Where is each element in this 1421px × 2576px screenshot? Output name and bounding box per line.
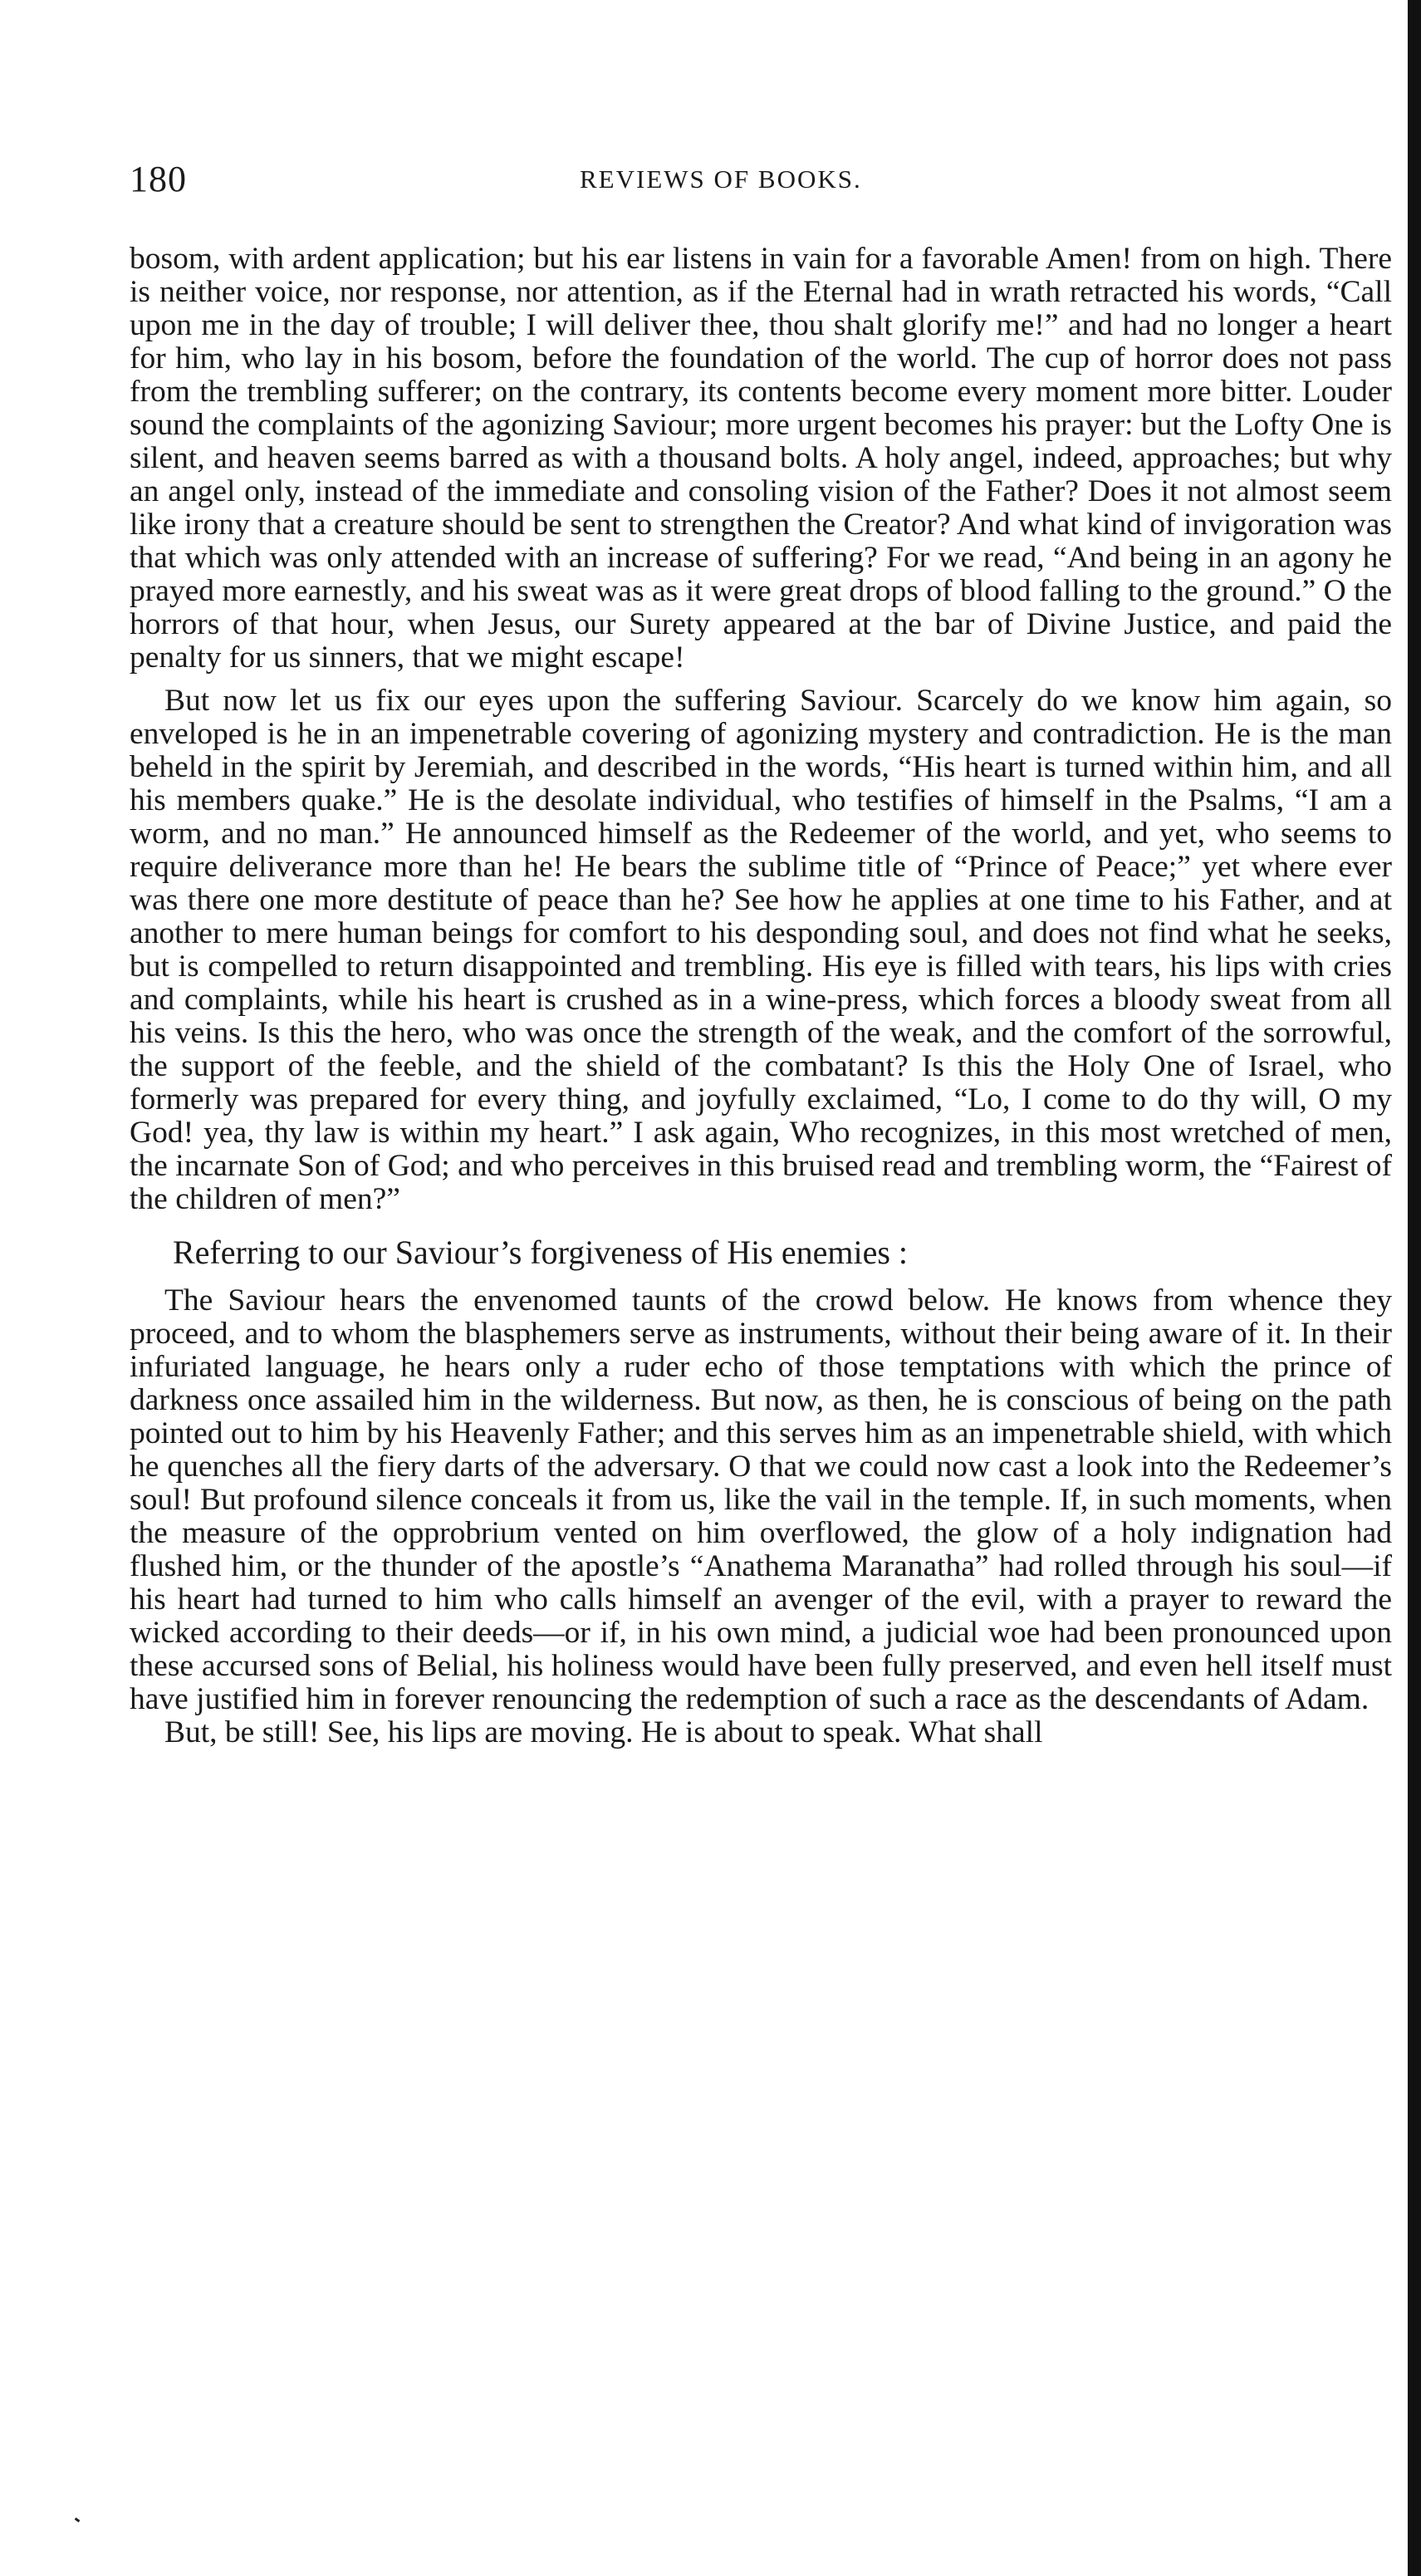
running-title: REVIEWS OF BOOKS. <box>580 164 862 194</box>
ink-speck <box>75 2518 81 2523</box>
paragraph-1: bosom, with ardent application; but his ear listens in vain for a favorable Amen! from on high. There is neither voice, nor response, nor attention, as if the Eternal had in wrath retracted his words, “Call upon me in the day of trouble; I will deliver thee, thou shalt glorify me!” and had no longer a heart for him, who lay in his bosom, before the foundation of the world. The cup of horror does not pass from the trembling sufferer; on the contrary, its contents become every moment more bitter. Louder sound the complaints of the agonizing Saviour; more urgent becomes his prayer: but the Lofty One is silent, and heaven seems barred as with a thousand bolts. A holy angel, indeed, approaches; but why an angel only, instead of the immediate and consoling vision of the Father? Does it not almost seem like irony that a creature should be sent to strengthen the Creator? And what kind of invigoration was that which was only attended with an increase of suffering? For we read, “And being in an agony he prayed more earnestly, and his sweat was as it were great drops of blood falling to the ground.” O the horrors of that hour, when Jesus, our Surety appeared at the bar of Divine Justice, and paid the penalty for us sinners, that we might escape! <box>130 242 1392 675</box>
paragraph-2: But now let us fix our eyes upon the suffering Saviour. Scarcely do we know him again, so enveloped is he in an impenetrable covering of agonizing mystery and contradiction. He is the man beheld in the spirit by Jeremiah, and described in the words, “His heart is turned within him, and all his members quake.” He is the desolate individual, who testifies of himself in the Psalms, “I am a worm, and no man.” He announced himself as the Redeemer of the world, and yet, who seems to require deliverance more than he! He bears the sublime title of “Prince of Peace;” yet where ever was there one more destitute of peace than he? See how he applies at one time to his Father, and at another to mere human beings for comfort to his desponding soul, and does not find what he seeks, but is compelled to return disappointed and trembling. His eye is filled with tears, his lips with cries and complaints, while his heart is crushed as in a wine-press, which forces a bloody sweat from all his veins. Is this the hero, who was once the strength of the weak, and the comfort of the sorrowful, the support of the feeble, and the shield of the combatant? Is this the Holy One of Israel, who formerly was prepared for every thing, and joyfully exclaimed, “Lo, I come to do thy will, O my God! yea, thy law is within my heart.” I ask again, Who recognizes, in this most wretched of men, the incarnate Son of God; and who perceives in this bruised read and trembling worm, the “Fairest of the children of men?” <box>130 684 1392 1216</box>
page-number: 180 <box>130 159 187 199</box>
page-header <box>130 158 1375 208</box>
section-heading: Referring to our Saviour’s forgiveness of His enemies : <box>173 1234 909 1271</box>
page-edge-shadow <box>1408 0 1421 2576</box>
paragraph-4: But, be still! See, his lips are moving. He is about to speak. What shall <box>164 1715 1043 1749</box>
paragraph-3: The Saviour hears the envenomed taunts of the crowd below. He knows from whence they proceed, and to whom the blasphemers serve as instruments, without their being aware of it. In their infuriated language, he hears only a ruder echo of those temptations with which the prince of darkness once assailed him in the wilderness. But now, as then, he is conscious of being on the path pointed out to him by his Heavenly Father; and this serves him as an impenetrable shield, with which he quenches all the fiery darts of the adversary. O that we could now cast a look into the Redeemer’s soul! But profound silence conceals it from us, like the vail in the temple. If, in such moments, when the measure of the opprobrium vented on him overflowed, the glow of a holy indignation had flushed him, or the thunder of the apostle’s “Anathema Maranatha” had rolled through his soul—if his heart had turned to him who calls himself an avenger of the evil, with a prayer to reward the wicked according to their deeds—or if, in his own mind, a judicial woe had been pronounced upon these accursed sons of Belial, his holiness would have been fully preserved, and even hell itself must have justified him in forever renouncing the redemption of such a race as the descendants of Adam. <box>130 1283 1392 1716</box>
body-text <box>130 243 1392 1749</box>
